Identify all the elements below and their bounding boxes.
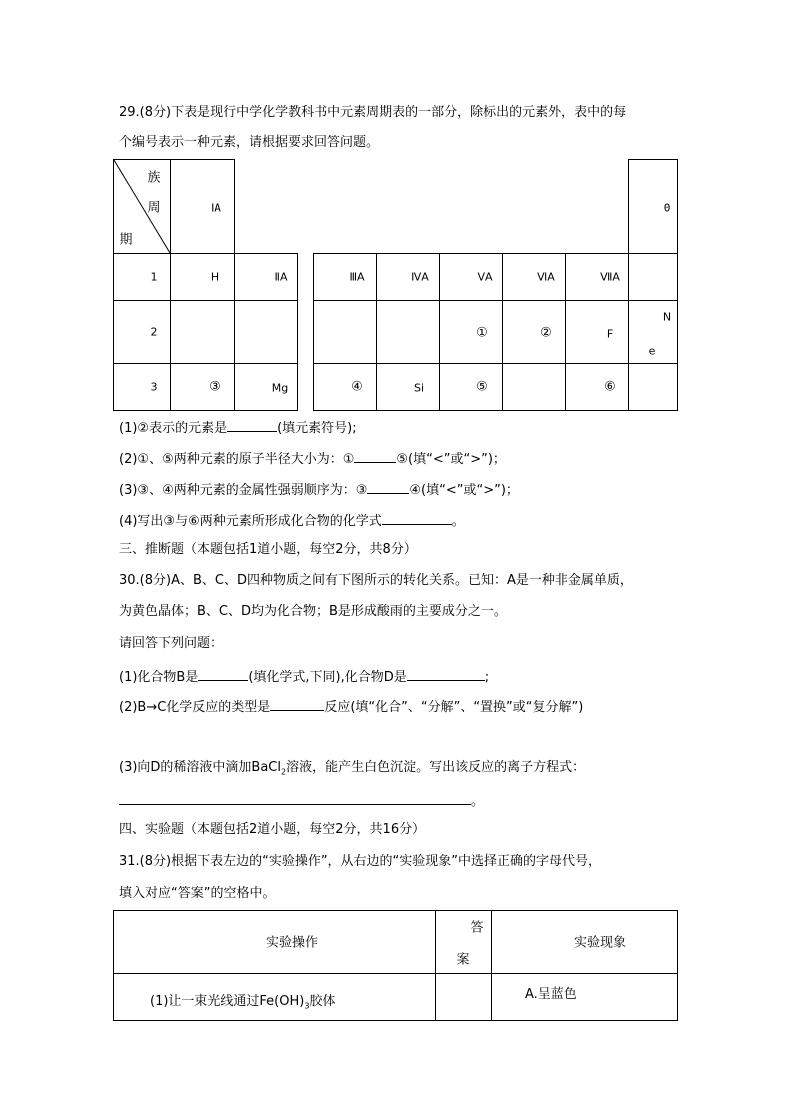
- q29-sub1: (1)②表示的元素是 (填元素符号);: [119, 421, 357, 436]
- section-3-heading: 三、推断题（本题包括1道小题，每空2分，共8分）: [119, 542, 417, 557]
- corner-cell: [113, 159, 171, 254]
- group-IIA: ⅡA: [274, 270, 288, 284]
- answer-blank[interactable]: [382, 512, 452, 525]
- table-cell: [439, 363, 503, 411]
- element-Si: Si: [413, 381, 425, 395]
- group-IIIA: ⅢA: [349, 270, 365, 284]
- group-0-header: 0: [628, 159, 678, 254]
- q29-line2: 个编号表示一种元素，请根据要求回答问题。: [119, 135, 380, 150]
- period-3: 3: [150, 380, 158, 394]
- element-5: ⑤: [476, 379, 488, 395]
- table-cell: [113, 363, 171, 411]
- group-IA-header: ⅠA: [170, 159, 235, 254]
- table-cell: [376, 300, 440, 364]
- table-cell: [376, 363, 440, 411]
- corner-group-label: 族: [147, 170, 161, 186]
- group-VIA: ⅥA: [537, 270, 555, 284]
- table-cell: [439, 253, 503, 301]
- period-2: 2: [150, 325, 158, 339]
- answer-blank[interactable]: [119, 792, 471, 805]
- group-VIIA: ⅦA: [600, 270, 620, 284]
- table-cell: [439, 300, 503, 364]
- table-cell: [234, 363, 298, 411]
- q30-line1: 30.(8分)A、B、C、D四种物质之间有下图所示的转化关系。已知：A是一种非金属单质，: [119, 573, 633, 588]
- row1-operation: (1)让一束光线通过$Fe(OH)_3$胶体: [150, 994, 336, 1011]
- answer-blank[interactable]: [367, 481, 409, 494]
- corner-qi-label: 期: [119, 232, 133, 248]
- period-1: 1: [150, 270, 158, 284]
- element-6: ⑥: [604, 379, 616, 395]
- table-cell: [234, 300, 298, 364]
- q30-sub1: (1)化合物B是 (填化学式,下同),化合物D是 ;: [119, 670, 490, 685]
- answer-blank[interactable]: [354, 450, 396, 463]
- table-cell: [113, 253, 171, 301]
- answer-blank[interactable]: [407, 668, 485, 681]
- answer-blank[interactable]: [227, 419, 277, 432]
- q29-sub2: (2)①、⑤两种元素的原子半径大小为：① ⑤(填“<”或“>”)；: [119, 452, 506, 467]
- header-operation: 实验操作: [265, 935, 319, 951]
- table-cell: [313, 363, 377, 411]
- table-cell: [376, 253, 440, 301]
- table-cell: [628, 363, 678, 411]
- corner-zhou-label: 周: [147, 200, 161, 216]
- element-H: H: [210, 270, 220, 284]
- element-3: ③: [209, 379, 221, 395]
- element-1: ①: [476, 325, 488, 341]
- table-cell: [502, 300, 566, 364]
- group-VA: ⅤA: [477, 270, 493, 284]
- element-Ne-bottom: e: [648, 344, 656, 358]
- q29-sub3: (3)③、④两种元素的金属性强弱顺序为：③ ④(填“<”或“>”)；: [119, 483, 519, 498]
- header-answer-1: 答: [470, 920, 484, 936]
- table-cell: [502, 253, 566, 301]
- element-F: F: [606, 327, 614, 341]
- group-IVA: ⅣA: [411, 270, 429, 284]
- section-4-heading: 四、实验题（本题包括2道小题，每空2分，共16分）: [119, 822, 426, 837]
- header-phenomenon: 实验现象: [573, 935, 627, 951]
- table-cell: [313, 300, 377, 364]
- table-cell: [565, 363, 629, 411]
- table-cell: [502, 363, 566, 411]
- element-Mg: Mg: [271, 381, 289, 395]
- q30-prompt: 请回答下列问题：: [119, 636, 224, 651]
- answer-blank[interactable]: [270, 698, 324, 711]
- table-cell: [170, 363, 235, 411]
- q29-sub4: (4)写出③与⑥两种元素所形成化合物的化学式 。: [119, 514, 465, 529]
- q30-sub3-answer: 。: [119, 792, 484, 810]
- element-Ne-top: N: [662, 310, 672, 324]
- q31-line2: 填入对应“答案”的空格中。: [119, 886, 276, 901]
- element-2: ②: [540, 325, 552, 341]
- table-cell: [170, 300, 235, 364]
- table-cell: [628, 253, 678, 301]
- element-4: ④: [351, 379, 363, 395]
- table-cell: [170, 253, 235, 301]
- q30-line2: 为黄色晶体；B、C、D均为化合物；B是形成酸雨的主要成分之一。: [119, 604, 507, 619]
- header-answer-2: 案: [456, 952, 470, 968]
- q30-sub2: (2)B→C化学反应的类型是 反应(填“化合”、“分解”、“置换”或“复分解”): [119, 700, 584, 715]
- table-cell: [565, 300, 629, 364]
- table-cell: [113, 300, 171, 364]
- table-cell: [234, 253, 298, 301]
- answer-blank[interactable]: [198, 668, 248, 681]
- row1-phenomenon: A.呈蓝色: [525, 987, 577, 1002]
- table-cell: [313, 253, 377, 301]
- q30-sub3: (3)向D的稀溶液中滴加BaCl$_2$溶液，能产生白色沉淀。写出该反应的离子方程式：: [119, 760, 586, 777]
- answer-cell[interactable]: [435, 973, 492, 1021]
- q31-line1: 31.(8分)根据下表左边的“实验操作”，从右边的“实验现象”中选择正确的字母代号，: [119, 854, 602, 869]
- q29-line1: 29.(8分)下表是现行中学化学教科书中元素周期表的一部分，除标出的元素外，表中的每: [119, 105, 627, 120]
